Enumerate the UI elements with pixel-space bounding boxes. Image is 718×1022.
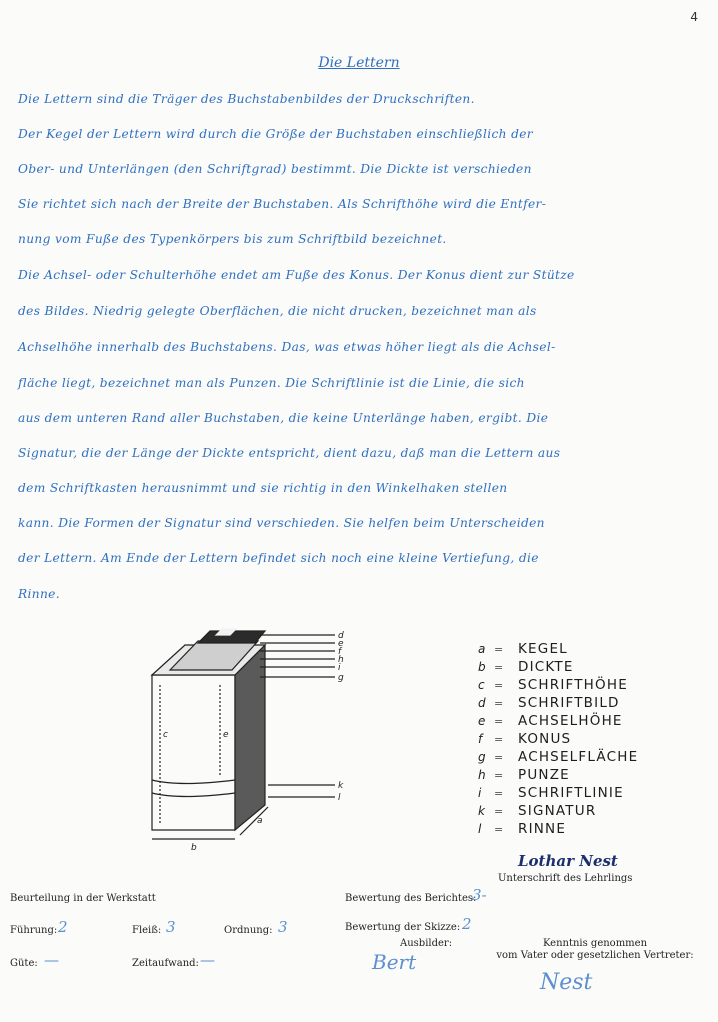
- legend-letter: a: [478, 642, 486, 656]
- report-line: aus dem unteren Rand aller Buchstaben, die keine Unterlänge haben, ergibt. Die: [18, 411, 549, 425]
- legend-item: [478, 766, 638, 784]
- nick-line: [152, 793, 235, 797]
- type-body-side: [235, 645, 265, 830]
- apprentice-signature-caption: Unterschrift des Lehrlings: [498, 873, 633, 884]
- ordnung-value: 3: [278, 918, 288, 936]
- legend-term: ACHSELFLÄCHE: [518, 749, 639, 765]
- skizze-label: Bewertung der Skizze:: [345, 922, 461, 933]
- legend-term: SCHRIFTHÖHE: [518, 677, 628, 693]
- legend-equals: =: [494, 822, 504, 836]
- legend-item: [478, 820, 638, 838]
- nick-line: [152, 780, 235, 784]
- report-line: kann. Die Formen der Signatur sind verschieden. Sie helfen beim Unterscheiden: [18, 516, 545, 530]
- diagram-label: e: [223, 730, 229, 740]
- ausbilder-signature: Bert: [372, 950, 417, 974]
- legend-item: [478, 802, 638, 820]
- report-line: fläche liegt, bezeichnet man als Punzen. Die Schriftlinie ist die Linie, die sich: [18, 376, 525, 390]
- zeitaufwand-value: —: [200, 951, 215, 969]
- legend-equals: =: [494, 678, 504, 692]
- legend-term: SIGNATUR: [518, 803, 597, 819]
- type-body-front: [152, 675, 235, 830]
- report-line: nung vom Fuße des Typenkörpers bis zum Schriftbild bezeichnet.: [18, 232, 447, 246]
- guardian-signature: Nest: [540, 970, 593, 995]
- legend-equals: =: [494, 642, 504, 656]
- diagram-label: c: [163, 730, 168, 740]
- page-number: 4: [690, 10, 698, 24]
- legend-letter: l: [478, 822, 482, 836]
- legend-letter: e: [478, 714, 486, 728]
- report-line: Rinne.: [18, 587, 60, 601]
- legend-letter: k: [478, 804, 485, 818]
- skizze-value: 2: [462, 915, 472, 933]
- report-line: Die Achsel- oder Schulterhöhe endet am Fuße des Konus. Der Konus dient zur Stütze: [18, 268, 575, 282]
- apprentice-signature: Lothar Nest: [518, 852, 618, 870]
- fleiss-value: 3: [166, 918, 176, 936]
- legend-equals: =: [494, 804, 504, 818]
- report-line: Ober- und Unterlängen (den Schriftgrad) bestimmt. Die Dickte ist verschieden: [18, 162, 532, 176]
- legend-item: [478, 676, 638, 694]
- report-line: Achselhöhe innerhalb des Buchstabens. Das, was etwas höher liegt als die Achsel-: [18, 340, 556, 354]
- workshop-assessment-heading: Beurteilung in der Werkstatt: [10, 893, 156, 904]
- legend-equals: =: [494, 768, 504, 782]
- legend-equals: =: [494, 786, 504, 800]
- legend-equals: =: [494, 660, 504, 674]
- diagram-label: b: [191, 843, 197, 853]
- diagram-label: d: [338, 631, 344, 641]
- guete-label: Güte:: [10, 958, 38, 969]
- legend-letter: b: [478, 660, 486, 674]
- fuehrung-label: Führung:: [10, 925, 58, 936]
- kenntnis-line-1: Kenntnis genommen: [542, 938, 648, 949]
- legend-item: [478, 658, 638, 676]
- legend-item: [478, 748, 638, 766]
- legend-item: [478, 640, 638, 658]
- bericht-label: Bewertung des Berichtes:: [345, 893, 477, 904]
- report-line: des Bildes. Niedrig gelegte Oberflächen, die nicht drucken, bezeichnet man als: [18, 304, 537, 318]
- report-line: Signatur, die der Länge der Dickte entspricht, dient dazu, daß man die Lettern aus: [18, 446, 561, 460]
- legend-letter: c: [478, 678, 485, 692]
- legend-letter: i: [478, 786, 482, 800]
- legend-letter: g: [478, 750, 486, 764]
- kenntnis-line-2: vom Vater oder gesetzlichen Vertreter:: [496, 950, 694, 961]
- legend-equals: =: [494, 732, 504, 746]
- bericht-value: 3-: [472, 886, 487, 904]
- legend-term: SCHRIFTLINIE: [518, 785, 624, 801]
- fuehrung-value: 2: [58, 918, 68, 936]
- legend-term: PUNZE: [518, 767, 570, 783]
- legend-term: ACHSELHÖHE: [518, 713, 623, 729]
- legend-letter: h: [478, 768, 486, 782]
- diagram-label: i: [338, 663, 341, 673]
- legend-term: KONUS: [518, 731, 572, 747]
- legend-item: [478, 784, 638, 802]
- legend-item: [478, 694, 638, 712]
- ausbilder-label: Ausbilder:: [400, 938, 453, 949]
- report-line: Die Lettern sind die Träger des Buchstabenbildes der Druckschriften.: [18, 92, 475, 106]
- diagram-label: h: [338, 655, 344, 665]
- legend-letter: d: [478, 696, 486, 710]
- report-line: der Lettern. Am Ende der Lettern befindet sich noch eine kleine Vertiefung, die: [18, 551, 539, 565]
- legend-equals: =: [494, 750, 504, 764]
- report-line: Der Kegel der Lettern wird durch die Größe der Buchstaben einschließlich der: [18, 127, 533, 141]
- type-piece-diagram: [140, 625, 360, 855]
- legend-term: RINNE: [518, 821, 567, 837]
- zeitaufwand-label: Zeitaufwand:: [132, 958, 199, 969]
- legend-item: [478, 730, 638, 748]
- legend-equals: =: [494, 696, 504, 710]
- legend-item: [478, 712, 638, 730]
- legend-equals: =: [494, 714, 504, 728]
- report-title: Die Lettern: [318, 55, 400, 71]
- legend-term: DICKTE: [518, 659, 574, 675]
- diagram-label: g: [338, 673, 344, 683]
- report-line: dem Schriftkasten herausnimmt und sie richtig in den Winkelhaken stellen: [18, 481, 508, 495]
- diagram-label: f: [338, 647, 342, 657]
- diagram-label: l: [338, 793, 341, 803]
- diagram-label: k: [338, 781, 344, 791]
- guete-value: —: [44, 951, 59, 969]
- report-line: Sie richtet sich nach der Breite der Buchstaben. Als Schrifthöhe wird die Entfer-: [18, 197, 547, 211]
- legend-letter: f: [478, 732, 483, 746]
- legend-term: KEGEL: [518, 641, 568, 657]
- diagram-legend: [478, 640, 638, 838]
- diagram-label: e: [338, 639, 344, 649]
- legend-term: SCHRIFTBILD: [518, 695, 620, 711]
- fleiss-label: Fleiß:: [132, 925, 162, 936]
- ordnung-label: Ordnung:: [224, 925, 273, 936]
- diagram-label: a: [257, 816, 263, 826]
